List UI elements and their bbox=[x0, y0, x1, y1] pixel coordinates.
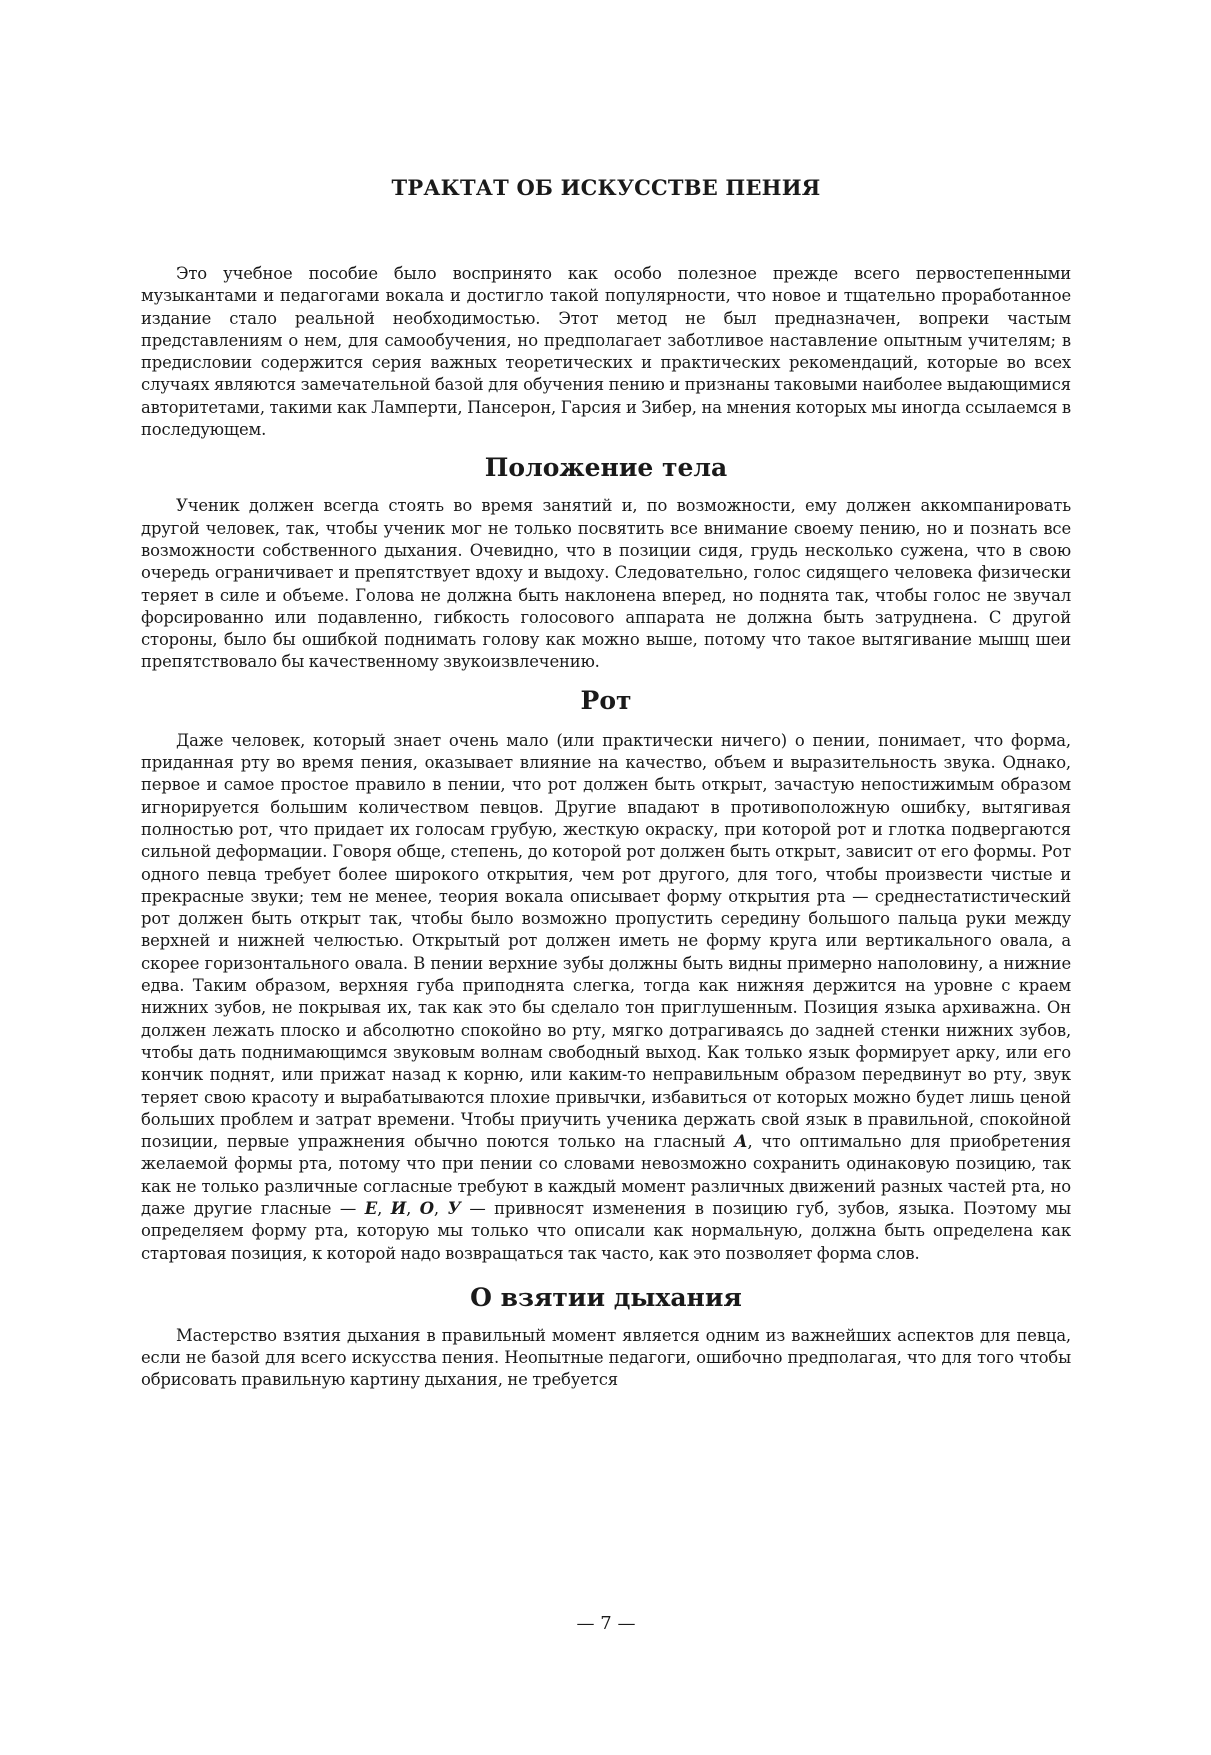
breathing-paragraph: Мастерство взятия дыхания в правильный момент является одним из важнейших аспектов для певца, если не базой для всего искусства пения. Неопытные педагоги, ошибочно предполагая, что для того чтобы обрисовать правильную картину дыхания, не требуется bbox=[141, 1325, 1071, 1390]
vowel-a: А bbox=[734, 1132, 748, 1152]
document-page bbox=[141, 0, 1071, 1755]
vowel-o: О bbox=[419, 1198, 434, 1218]
document-title: ТРАКТАТ ОБ ИСКУССТВЕ ПЕНИЯ bbox=[391, 175, 821, 200]
vowel-separator: , bbox=[377, 1198, 383, 1218]
vowel-e: Е bbox=[364, 1198, 378, 1218]
section-heading-breathing: О взятии дыхания bbox=[470, 1282, 742, 1312]
section-heading-mouth: Рот bbox=[580, 685, 632, 715]
intro-paragraph: Это учебное пособие было воспринято как особо полезное прежде всего первостепенными музыкантами и педагогами вокала и достигло такой популярности, что новое и тщательно проработанное издание стало реальной необходимостью. Этот метод не был предназначен, вопреки частым представлениям о нем, для самообучения, но предполагает заботливое наставление опытным учителям; в предисловии содержится серия важных теоретических и практических рекомендаций, которые во всех случаях являются замечательной базой для обучения пению и признаны таковыми наиболее выдающимися авторитетами, такими как Ламперти, Пансерон, Гарсия и Зибер, на мнения которых мы иногда ссылаемся в последующем. bbox=[141, 264, 1071, 440]
vowel-u: У bbox=[447, 1198, 461, 1218]
mouth-text-part-2: , что оптимально для приобретения желаемой формы рта, потому что при пении со словами невозможно сохранить одинаковую позицию, так как не только различные согласные требуют в каждый момент различных движений разных частей рта, но даже другие гласные — bbox=[141, 1132, 1072, 1218]
mouth-paragraph bbox=[141, 730, 1071, 1265]
section-heading-body-position: Положение тела bbox=[484, 453, 728, 483]
vowel-separator: , bbox=[406, 1198, 412, 1218]
mouth-text-part-3: — привносят изменения в позицию губ, зубов, языка. Поэтому мы определяем форму рта, которую мы только что описали как нормальную, должна быть определена как стартовая позиция, к которой надо возвращаться так часто, как это позволяет форма слов. bbox=[141, 1198, 1071, 1263]
document-body bbox=[141, 263, 1071, 1392]
vowel-i: И bbox=[390, 1198, 407, 1218]
mouth-text-part-1: Даже человек, который знает очень мало (или практически ничего) о пении, понимает, что форма, приданная рту во время пения, оказывает влияние на качество, объем и выразительность звука. Однако, первое и самое простое правило в пении, что рот должен быть открыт, зачастую непостижимым образом игнорируется большим количеством певцов. Другие впадают в противоположную ошибку, вытягивая полностью рот, что придает их голосам грубую, жесткую окраску, при которой рот и глотка подвергаются сильной деформации. Говоря обще, степень, до которой рот должен быть открыт, зависит от его формы. Рот одного певца требует более широкого открытия, чем рот другого, для того, чтобы произвести чистые и прекрасные звуки; тем не менее, теория вокала описывает форму открытия рта — среднестатистический рот должен быть открыт так, чтобы было возможно пропустить середину большого пальца руки между верхней и нижней челюстью. Открытый рот должен иметь не форму круга или вертикального овала, а скорее горизонтального овала. В пении верхние зубы должны быть видны примерно наполовину, а нижние едва. Таким образом, верхняя губа приподнята слегка, тогда как нижняя держится на уровне с краем нижних зубов, не покрывая их, так как это бы сделало тон приглушенным. Позиция языка архиважна. Он должен лежать плоско и абсолютно спокойно во рту, мягко дотрагиваясь до задней стенки нижних зубов, чтобы дать поднимающимся звуковым волнам свободный выход. Как только язык формирует арку, или его кончик поднят, или прижат назад к корню, или каким-то неправильным образом передвинут во рту, звук теряет свою красоту и вырабатываются плохие привычки, избавиться от которых можно будет лишь ценой больших проблем и затрат времени. Чтобы приучить ученика держать свой язык в правильной, спокойной позиции, первые упражнения обычно поются только на гласный bbox=[141, 730, 1071, 1152]
body-position-paragraph: Ученик должен всегда стоять во время занятий и, по возможности, ему должен аккомпанировать другой человек, так, чтобы ученик мог не только посвятить все внимание своему пению, но и познать все возможности собственного дыхания. Очевидно, что в позиции сидя, грудь несколько сужена, что в свою очередь ограничивает и препятствует вдоху и выдоху. Следовательно, голос сидящего человека физически теряет в силе и объеме. Голова не должна быть наклонена вперед, но поднята так, чтобы голос не звучал форсированно или подавленно, гибкость голосового аппарата не должна быть затруднена. С другой стороны, было бы ошибкой поднимать голову как можно выше, потому что такое вытягивание мышц шеи препятствовало бы качественному звукоизвлечению. bbox=[141, 496, 1071, 672]
page-number: — 7 — bbox=[576, 1613, 636, 1634]
vowel-separator: , bbox=[433, 1198, 439, 1218]
